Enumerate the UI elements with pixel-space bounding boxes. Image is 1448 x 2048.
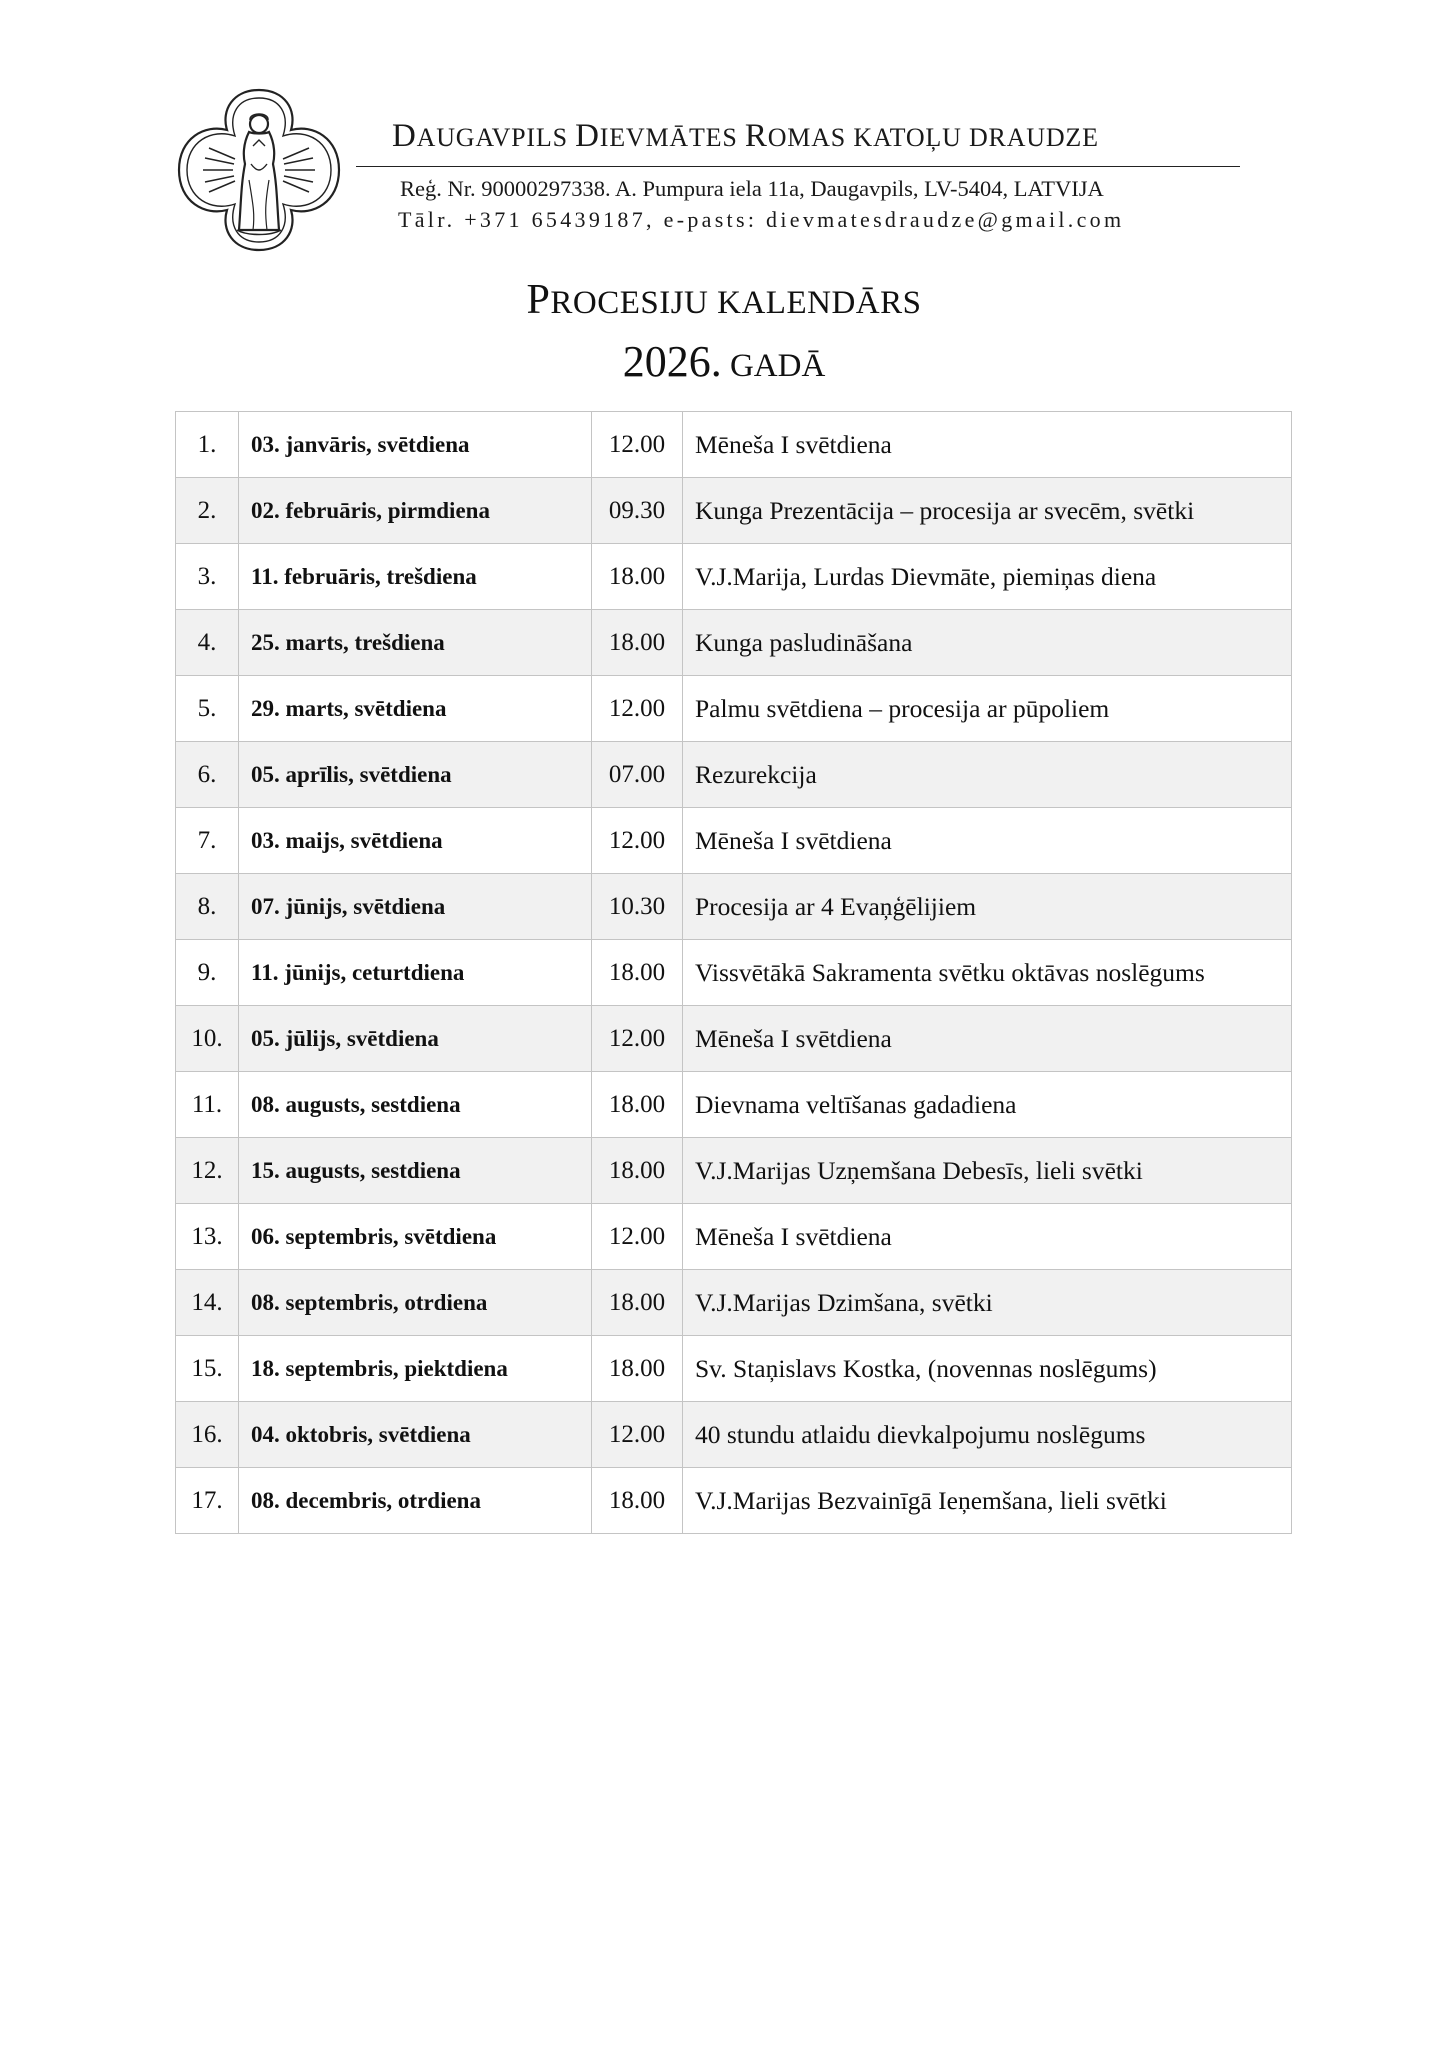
table-row	[176, 478, 1292, 544]
table-row	[176, 1468, 1292, 1534]
row-number: 15.	[176, 1336, 239, 1402]
row-number: 10.	[176, 1006, 239, 1072]
row-date: 03. maijs, svētdiena	[239, 808, 592, 874]
row-event: Palmu svētdiena – procesija ar pūpoliem	[683, 676, 1292, 742]
row-number: 11.	[176, 1072, 239, 1138]
madonna-emblem-icon	[173, 84, 345, 256]
row-number: 6.	[176, 742, 239, 808]
table-row	[176, 874, 1292, 940]
row-time: 12.00	[592, 808, 683, 874]
table-row	[176, 610, 1292, 676]
row-time: 12.00	[592, 1006, 683, 1072]
row-date: 02. februāris, pirmdiena	[239, 478, 592, 544]
row-event: Mēneša I svētdiena	[683, 412, 1292, 478]
parish-logo	[173, 84, 345, 256]
row-event: V.J.Marijas Dzimšana, svētki	[683, 1270, 1292, 1336]
row-date: 06. septembris, svētdiena	[239, 1204, 592, 1270]
row-date: 15. augusts, sestdiena	[239, 1138, 592, 1204]
row-time: 12.00	[592, 412, 683, 478]
row-number: 13.	[176, 1204, 239, 1270]
row-date: 11. februāris, trešdiena	[239, 544, 592, 610]
table-row	[176, 1072, 1292, 1138]
row-number: 2.	[176, 478, 239, 544]
row-event: Mēneša I svētdiena	[683, 1006, 1292, 1072]
row-number: 5.	[176, 676, 239, 742]
row-event: Kunga Prezentācija – procesija ar svecēm, svētki	[683, 478, 1292, 544]
table-row	[176, 412, 1292, 478]
row-time: 18.00	[592, 1270, 683, 1336]
row-time: 18.00	[592, 1072, 683, 1138]
row-date: 07. jūnijs, svētdiena	[239, 874, 592, 940]
table-row	[176, 1336, 1292, 1402]
header-divider	[356, 166, 1240, 167]
parish-contact: Tālr. +371 65439187, e-pasts: dievmatesdraudze@gmail.com	[398, 207, 1125, 232]
row-event: V.J.Marija, Lurdas Dievmāte, piemiņas diena	[683, 544, 1292, 610]
row-date: 29. marts, svētdiena	[239, 676, 592, 742]
document-subtitle-year: 2026. GADĀ	[622, 337, 826, 386]
row-event: Rezurekcija	[683, 742, 1292, 808]
row-event: Sv. Staņislavs Kostka, (novennas noslēgums)	[683, 1336, 1292, 1402]
row-date: 25. marts, trešdiena	[239, 610, 592, 676]
row-time: 18.00	[592, 1138, 683, 1204]
row-event: Kunga pasludināšana	[683, 610, 1292, 676]
row-event: V.J.Marijas Uzņemšana Debesīs, lieli svētki	[683, 1138, 1292, 1204]
table-row	[176, 1204, 1292, 1270]
parish-registration: Reģ. Nr. 90000297338. A. Pumpura iela 11a, Daugavpils, LV-5404, LATVIJA	[400, 176, 1104, 201]
row-time: 10.30	[592, 874, 683, 940]
parish-name: DAUGAVPILS DIEVMĀTES ROMAS KATOĻU DRAUDZE	[392, 118, 1099, 154]
row-number: 3.	[176, 544, 239, 610]
row-event: V.J.Marijas Bezvainīgā Ieņemšana, lieli svētki	[683, 1468, 1292, 1534]
procession-schedule-table	[175, 411, 1292, 1534]
row-time: 18.00	[592, 1468, 683, 1534]
row-number: 4.	[176, 610, 239, 676]
row-date: 08. augusts, sestdiena	[239, 1072, 592, 1138]
row-number: 16.	[176, 1402, 239, 1468]
table-row	[176, 1270, 1292, 1336]
row-event: Mēneša I svētdiena	[683, 808, 1292, 874]
table-row	[176, 742, 1292, 808]
table-row	[176, 940, 1292, 1006]
row-event: Vissvētākā Sakramenta svētku oktāvas noslēgums	[683, 940, 1292, 1006]
row-number: 9.	[176, 940, 239, 1006]
row-time: 12.00	[592, 1204, 683, 1270]
row-date: 18. septembris, piektdiena	[239, 1336, 592, 1402]
row-number: 8.	[176, 874, 239, 940]
row-time: 18.00	[592, 544, 683, 610]
row-event: 40 stundu atlaidu dievkalpojumu noslēgums	[683, 1402, 1292, 1468]
row-date: 11. jūnijs, ceturtdiena	[239, 940, 592, 1006]
row-time: 12.00	[592, 1402, 683, 1468]
row-time: 18.00	[592, 610, 683, 676]
table-row	[176, 1402, 1292, 1468]
row-time: 12.00	[592, 676, 683, 742]
row-time: 18.00	[592, 1336, 683, 1402]
row-event: Mēneša I svētdiena	[683, 1204, 1292, 1270]
row-number: 14.	[176, 1270, 239, 1336]
row-time: 18.00	[592, 940, 683, 1006]
row-date: 05. jūlijs, svētdiena	[239, 1006, 592, 1072]
row-date: 08. decembris, otrdiena	[239, 1468, 592, 1534]
table-row	[176, 808, 1292, 874]
table-row	[176, 1138, 1292, 1204]
row-time: 07.00	[592, 742, 683, 808]
table-row	[176, 544, 1292, 610]
row-number: 1.	[176, 412, 239, 478]
row-time: 09.30	[592, 478, 683, 544]
row-number: 12.	[176, 1138, 239, 1204]
row-date: 08. septembris, otrdiena	[239, 1270, 592, 1336]
document-title: PROCESIJU KALENDĀRS	[526, 277, 922, 323]
table-row	[176, 676, 1292, 742]
row-event: Dievnama veltīšanas gadadiena	[683, 1072, 1292, 1138]
row-number: 7.	[176, 808, 239, 874]
row-date: 04. oktobris, svētdiena	[239, 1402, 592, 1468]
row-date: 03. janvāris, svētdiena	[239, 412, 592, 478]
table-row	[176, 1006, 1292, 1072]
row-event: Procesija ar 4 Evaņģēlijiem	[683, 874, 1292, 940]
row-date: 05. aprīlis, svētdiena	[239, 742, 592, 808]
row-number: 17.	[176, 1468, 239, 1534]
